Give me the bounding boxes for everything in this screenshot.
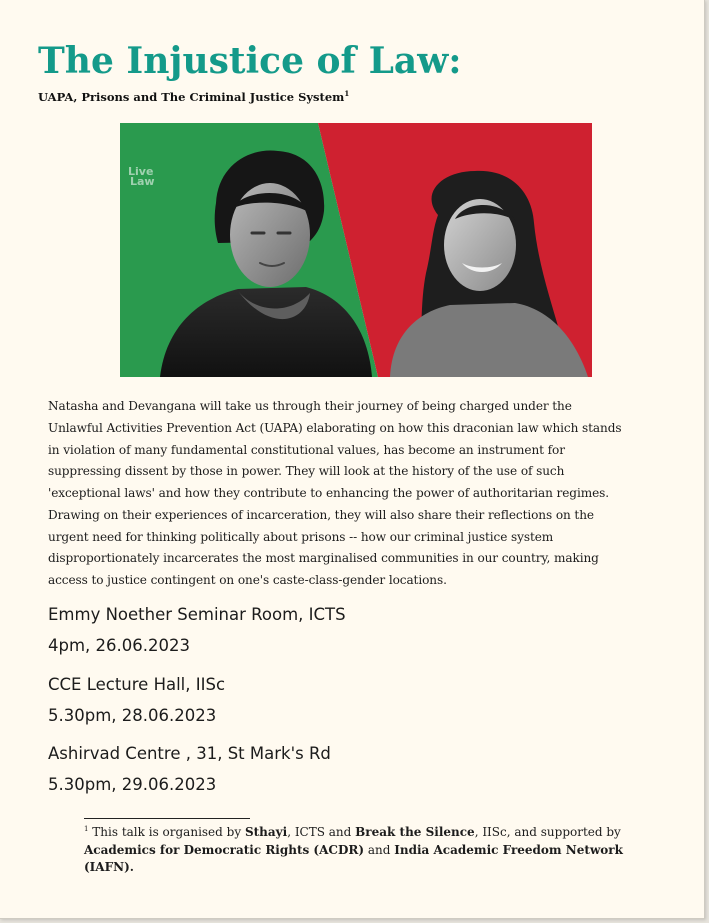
event-venue: Emmy Noether Seminar Room, ICTS	[48, 605, 346, 624]
event-block	[48, 669, 225, 731]
event-block	[48, 738, 331, 800]
photo-watermark	[128, 165, 157, 188]
supporter-name: India Academic Freedom Network (IAFN).	[84, 842, 623, 874]
event-venue: CCE Lecture Hall, IISc	[48, 675, 226, 694]
event-time: 5.30pm, 28.06.2023	[48, 706, 217, 725]
event-time: 4pm, 26.06.2023	[48, 636, 191, 655]
footnote-marker: 1	[84, 825, 89, 833]
footnote-reference: 1	[344, 89, 350, 99]
footnote-text: , ICTS and	[287, 825, 356, 839]
footnote-text: , IISc, and supported by	[474, 825, 621, 839]
footnote	[84, 824, 629, 877]
page-title: The Injustice of Law:	[38, 40, 462, 82]
speakers-photo-graphic	[120, 123, 592, 377]
supporter-name: Academics for Democratic Rights (ACDR)	[84, 842, 365, 857]
subtitle-text: UAPA, Prisons and The Criminal Justice System	[38, 90, 345, 104]
talk-description: Natasha and Devangana will take us through their journey of being charged under the Unlawful Activities Prevention Act (UAPA) elaborating on how this draconian law which stands in violation of many fundamental constitutional values, has become an instrument for suppressing dissent by those in power. They will look at the history of the use of such 'exceptional laws' and how they contribute to enhancing the power of authoritarian regimes. Drawing on their experiences of incarceration, they will also share their reflections on the urgent need for thinking politically about prisons -- how our criminal justice system disproportionately incarcerates the most marginalised communities in our country, making access to justice contingent on one's caste-class-gender locations.	[48, 399, 622, 587]
organiser-name: Break the Silence	[355, 825, 475, 839]
event-time: 5.30pm, 29.06.2023	[48, 775, 217, 794]
footnote-text: This talk is organised by	[88, 825, 245, 839]
page-subtitle	[38, 89, 349, 105]
event-venue: Ashirvad Centre , 31, St Mark's Rd	[48, 744, 331, 763]
watermark-line-2: Law	[130, 175, 155, 188]
organiser-name: Sthayi	[244, 825, 288, 839]
footnote-text: and	[364, 842, 395, 857]
event-block	[48, 599, 346, 661]
speakers-photo	[120, 123, 592, 377]
watermark-line-1: Live	[128, 165, 154, 178]
footnote-divider	[84, 818, 250, 819]
